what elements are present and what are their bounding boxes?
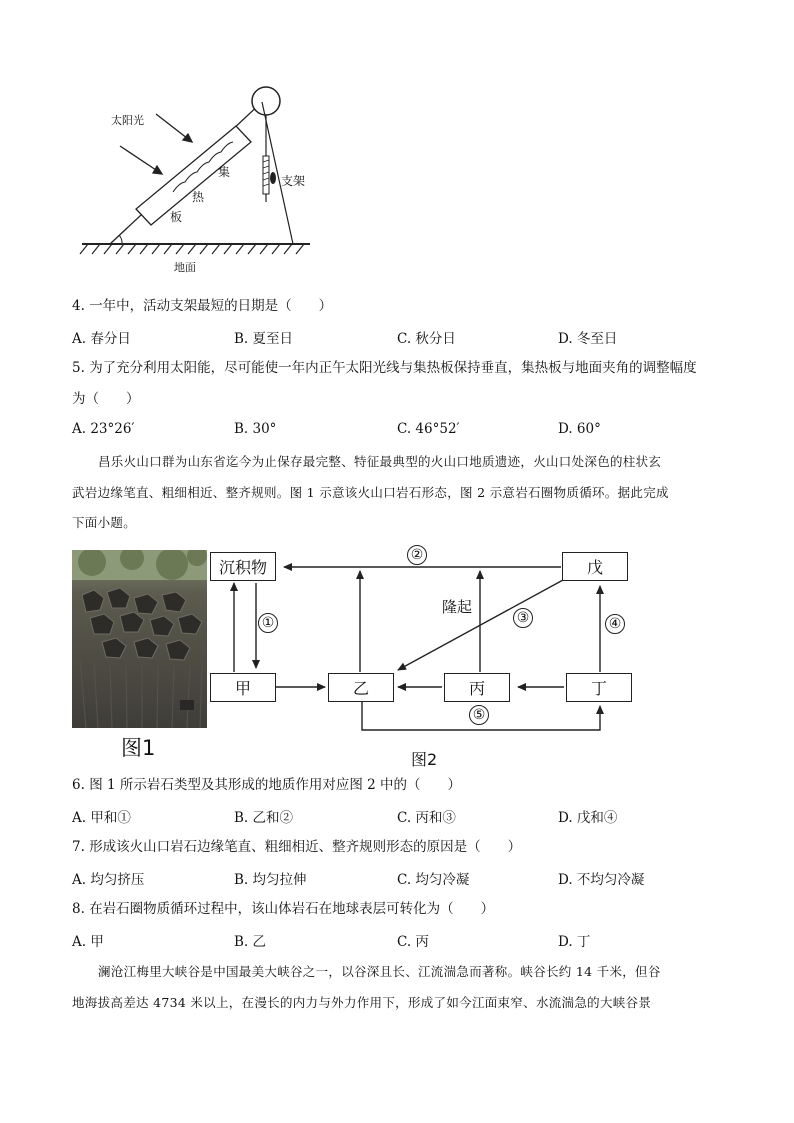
option-c[interactable]: C. 丙 xyxy=(397,934,429,950)
question-number: 7. xyxy=(72,839,85,855)
option-d[interactable]: D. 60° xyxy=(558,421,601,437)
passage-1-line2: 武岩边缘笔直、粗细相近、整齐规则。图 1 示意该火山口岩石形态，图 2 示意岩石圈物质循环。据此完成 xyxy=(72,485,669,500)
option-c[interactable]: C. 丙和③ xyxy=(397,810,456,826)
option-b[interactable]: B. 30° xyxy=(234,421,277,437)
figure-1-label: 图1 xyxy=(121,736,156,760)
question-text: 在岩石圈物质循环过程中，该山体岩石在地球表层可转化为（ ） xyxy=(89,901,495,917)
ground-label: 地面 xyxy=(174,261,196,274)
option-c[interactable]: C. 秋分日 xyxy=(397,331,456,347)
passage-2-line1: 澜沧江梅里大峡谷是中国最美大峡谷之一，以谷深且长、江流湍急而著称。峡谷长约 14 千米，但谷 xyxy=(98,964,661,979)
uplift-label: 隆起 xyxy=(442,598,473,616)
sun-label: 太阳光 xyxy=(111,114,144,127)
passage-1-line3: 下面小题。 xyxy=(72,515,137,530)
question-text: 图 1 所示岩石类型及其形成的地质作用对应图 2 中的（ ） xyxy=(89,777,462,793)
option-b[interactable]: B. 均匀拉伸 xyxy=(234,872,307,888)
support-label: 支架 xyxy=(281,174,306,188)
question-4 xyxy=(72,296,332,316)
question-5-line2: 为（ ） xyxy=(72,391,140,407)
marker-3: ③ xyxy=(513,608,533,628)
basalt-photo xyxy=(72,550,207,728)
question-5 xyxy=(72,358,732,378)
node-sediment: 沉积物 xyxy=(210,552,276,581)
question-6 xyxy=(72,775,461,795)
marker-1: ① xyxy=(258,613,278,633)
option-b[interactable]: B. 乙 xyxy=(234,934,267,950)
panel-char-1: 集 xyxy=(218,165,231,179)
option-b[interactable]: B. 乙和② xyxy=(234,810,294,826)
question-text: 形成该火山口岩石边缘笔直、粗细相近、整齐规则形态的原因是（ ） xyxy=(89,839,522,855)
node-yi: 乙 xyxy=(328,673,394,702)
question-number: 8. xyxy=(72,901,85,917)
question-text: 一年中，活动支架最短的日期是（ ） xyxy=(89,298,333,314)
support-knob xyxy=(270,172,276,184)
option-c[interactable]: C. 46°52′ xyxy=(397,421,460,437)
passage-2-line2: 地海拔高差达 4734 米以上，在漫长的内力与外力作用下，形成了如今江面束窄、水流湍急的大峡谷景 xyxy=(72,995,652,1010)
passage-1-line1: 昌乐火山口群为山东省迄今为止保存最完整、特征最典型的火山口地质遗迹，火山口处深色的柱状玄 xyxy=(98,454,662,469)
option-d[interactable]: D. 冬至日 xyxy=(558,331,618,347)
option-b[interactable]: B. 夏至日 xyxy=(234,331,294,347)
node-wu: 戊 xyxy=(562,552,628,581)
question-7 xyxy=(72,837,521,857)
option-a[interactable]: A. 甲和① xyxy=(72,810,131,826)
question-8 xyxy=(72,899,494,919)
question-text: 为了充分利用太阳能，尽可能使一年内正午太阳光线与集热板保持垂直，集热板与地面夹角的调整幅度 xyxy=(89,360,697,376)
figure-2-label: 图2 xyxy=(411,750,438,769)
ground-hatching xyxy=(80,244,304,254)
node-jia: 甲 xyxy=(210,673,276,702)
node-ding: 丁 xyxy=(566,673,632,702)
marker-4: ④ xyxy=(605,614,625,634)
option-a[interactable]: A. 甲 xyxy=(72,934,104,950)
question-number: 4. xyxy=(72,298,85,314)
panel-char-2: 热 xyxy=(192,190,205,204)
question-number: 5. xyxy=(72,360,85,376)
option-d[interactable]: D. 不均匀冷凝 xyxy=(558,872,645,888)
node-bing: 丙 xyxy=(444,673,510,702)
panel-char-3: 板 xyxy=(170,210,183,224)
marker-2: ② xyxy=(407,545,427,565)
angle-arc xyxy=(119,235,122,244)
option-a[interactable]: A. 春分日 xyxy=(72,331,131,347)
question-number: 6. xyxy=(72,777,85,793)
pulley-circle xyxy=(252,87,280,115)
option-d[interactable]: D. 丁 xyxy=(558,934,591,950)
collector-panel xyxy=(136,126,251,225)
option-a[interactable]: A. 23°26′ xyxy=(72,421,135,437)
marker-5: ⑤ xyxy=(469,705,489,725)
option-c[interactable]: C. 均匀冷凝 xyxy=(397,872,470,888)
option-a[interactable]: A. 均匀挤压 xyxy=(72,872,145,888)
option-d[interactable]: D. 戊和④ xyxy=(558,810,618,826)
